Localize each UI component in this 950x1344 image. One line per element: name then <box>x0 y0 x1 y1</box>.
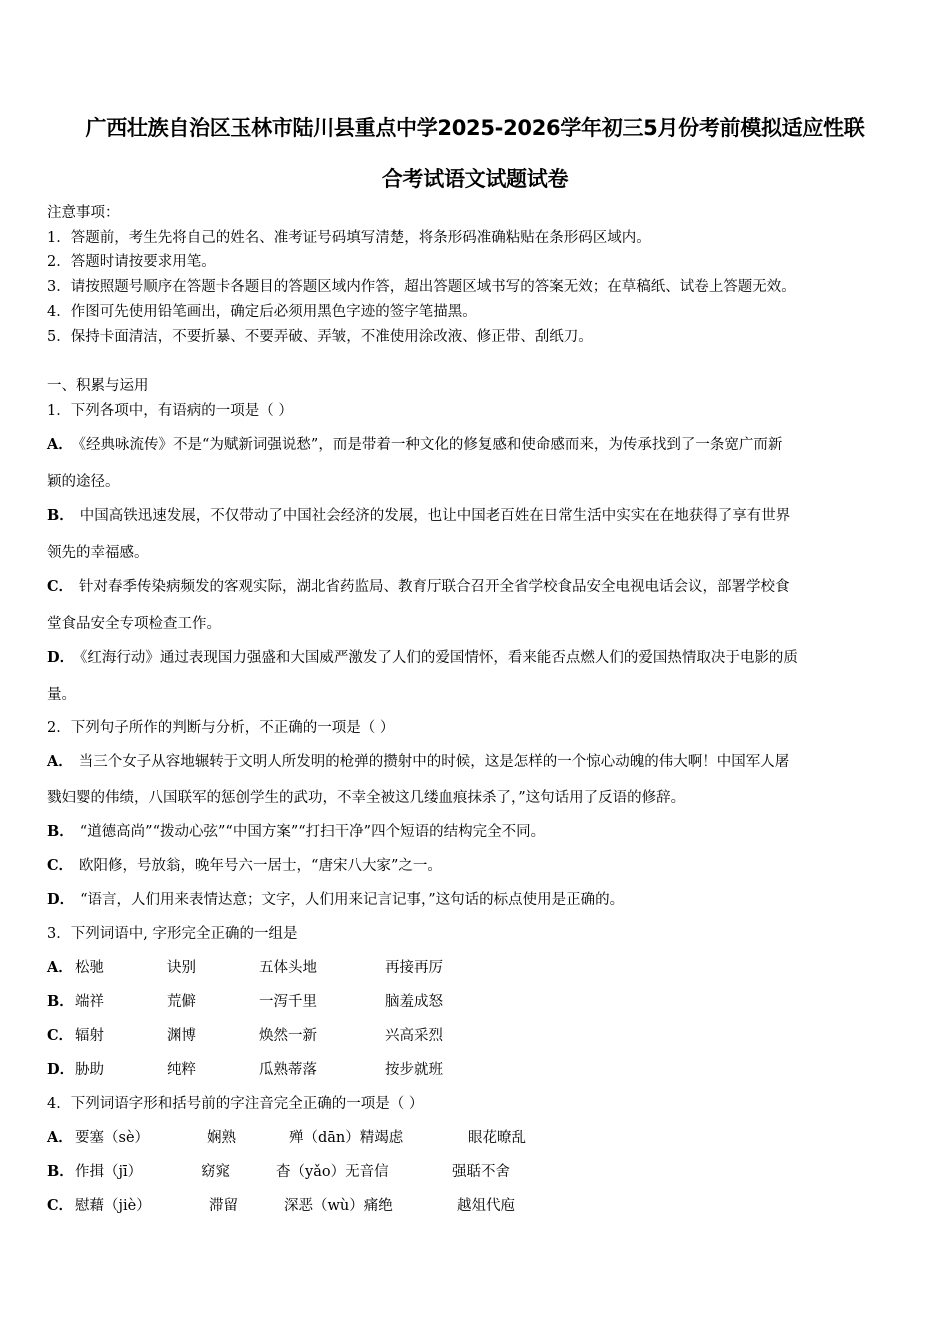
question-1-option-b: B． 中国高铁迅速发展，不仅带动了中国社会经济的发展，也让中国老百姓在日常生活中实实在在地获得了享有世界 <box>47 507 791 524</box>
question-2-option-b: B． “道德高尚”“拨动心弦”“中国方案”“打扫干净”四个短语的结构完全不同。 <box>47 823 546 840</box>
question-1-option-d: D． 《红海行动》通过表现国力强盛和大国威严激发了人们的爱国情怀，看来能否点燃人们的爱国热情取决于电影的质 <box>47 649 798 666</box>
word: 渊博 <box>167 1028 196 1044</box>
option-text: 中国高铁迅速发展，不仅带动了中国社会经济的发展，也让中国老百姓在日常生活中实实在在地获得了享有世界 <box>79 508 791 524</box>
option-label: A． <box>47 959 73 976</box>
word: 端祥 <box>75 994 104 1010</box>
question-1-option-a: A． 《经典咏流传》不是“为赋新词强说愁”，而是带着一种文化的修复感和使命感而来，为传承找到了一条宽广而新 <box>47 436 783 453</box>
word: 脑羞成怒 <box>385 994 443 1010</box>
question-1-option-c: C． 针对春季传染病频发的客观实际，湖北省药监局、教育厅联合召开全省学校食品安全电视电话会议，部署学校食 <box>47 578 790 595</box>
word: 要塞（sè） <box>75 1130 150 1146</box>
notice-heading: 注意事项： <box>47 205 120 221</box>
word: 兴高采烈 <box>385 1028 443 1044</box>
option-text: 针对春季传染病频发的客观实际，湖北省药监局、教育厅联合召开全省学校食品安全电视电话会议，部署学校食 <box>79 579 790 595</box>
word: 五体头地 <box>259 960 317 976</box>
word: 松驰 <box>75 960 104 976</box>
option-label: D． <box>47 1061 75 1078</box>
notice-item: 2．答题时请按要求用笔。 <box>47 254 216 270</box>
word: 胁助 <box>75 1062 104 1078</box>
question-1-option-b-cont: 领先的幸福感。 <box>47 545 149 561</box>
option-label: B． <box>47 993 74 1010</box>
question-2-option-a: A． 当三个女子从容地辗转于文明人所发明的枪弹的攒射中的时候，这是怎样的一个惊心动魄的伟大啊！中国军人屠 <box>47 753 790 770</box>
word: 殚（dān）精竭虑 <box>289 1130 404 1146</box>
word: 眼花暸乱 <box>468 1130 526 1146</box>
option-text: “语言，人们用来表情达意；文字，人们用来记言记事，”这句话的标点使用是正确的。 <box>80 892 625 908</box>
question-1-option-d-cont: 量。 <box>47 687 76 703</box>
section-heading: 一、积累与运用 <box>47 378 149 394</box>
word: 一泻千里 <box>259 994 317 1010</box>
option-text: 《经典咏流传》不是“为赋新词强说愁”，而是带着一种文化的修复感和使命感而来，为传承找到了一条宽广而新 <box>78 437 783 453</box>
word: 纯粹 <box>167 1062 196 1078</box>
question-2-option-c: C． 欧阳修，号放翁，晚年号六一居士，“唐宋八大家”之一。 <box>47 857 442 874</box>
exam-title-line-1: 广西壮族自治区玉林市陆川县重点中学2025-2026学年初三5月份考前模拟适应性联 <box>85 116 865 140</box>
question-2-option-d: D． “语言，人们用来表情达意；文字，人们用来记言记事，”这句话的标点使用是正确的。 <box>47 891 625 908</box>
option-text: 欧阳修，号放翁，晚年号六一居士，“唐宋八大家”之一。 <box>79 858 442 874</box>
word: 按步就班 <box>385 1062 443 1078</box>
option-label: C． <box>47 1027 74 1044</box>
notice-item: 3．请按照题号顺序在答题卡各题目的答题区域内作答，超出答题区域书写的答案无效；在草稿纸、试卷上答题无效。 <box>47 279 796 295</box>
word: 诀别 <box>167 960 196 976</box>
word: 辐射 <box>75 1028 104 1044</box>
option-label: A． <box>47 1129 73 1146</box>
word: 再接再厉 <box>385 960 443 976</box>
word: 窈窕 <box>201 1164 230 1180</box>
question-1-stem: 1．下列各项中，有语病的一项是（ ） <box>47 403 293 419</box>
question-4-stem: 4．下列词语字形和括号前的字注音完全正确的一项是（ ） <box>47 1096 424 1112</box>
question-2-option-a-cont: 戮妇婴的伟绩，八国联军的惩创学生的武功，不幸全被这几缕血痕抹杀了，”这句话用了反语的修辞。 <box>47 790 686 806</box>
word: 焕然一新 <box>259 1028 317 1044</box>
word: 娴熟 <box>207 1130 236 1146</box>
notice-item: 4．作图可先使用铅笔画出，确定后必须用黑色字迹的签字笔描黑。 <box>47 304 477 320</box>
option-text: 当三个女子从容地辗转于文明人所发明的枪弹的攒射中的时候，这是怎样的一个惊心动魄的伟大啊！中国军人屠 <box>78 754 790 770</box>
word: 滞留 <box>209 1198 238 1214</box>
notice-item: 1．答题前，考生先将自己的姓名、准考证号码填写清楚，将条形码准确粘贴在条形码区域内。 <box>47 230 651 246</box>
word: 作揖（jī） <box>75 1164 143 1180</box>
word: 慰藉（jiè） <box>75 1198 151 1214</box>
word: 荒僻 <box>167 994 196 1010</box>
option-label: B． <box>47 1163 74 1180</box>
option-text: 《红海行动》通过表现国力强盛和大国威严激发了人们的爱国情怀，看来能否点燃人们的爱国热情取决于电影的质 <box>80 650 798 666</box>
word: 深恶（wù）痛绝 <box>284 1198 393 1214</box>
notice-item: 5．保持卡面清洁，不要折暴、不要弄破、弄皱，不准使用涂改液、修正带、刮纸刀。 <box>47 329 593 345</box>
word: 杳（yǎo）无音信 <box>276 1164 389 1180</box>
option-text: “道德高尚”“拨动心弦”“中国方案”“打扫干净”四个短语的结构完全不同。 <box>79 824 546 840</box>
word: 越俎代庖 <box>457 1198 515 1214</box>
question-1-option-a-cont: 颖的途径。 <box>47 474 120 490</box>
question-3-stem: 3．下列词语中, 字形完全正确的一组是 <box>47 926 298 942</box>
word: 强聒不舍 <box>452 1164 510 1180</box>
question-2-stem: 2．下列句子所作的判断与分析，不正确的一项是（ ） <box>47 720 395 736</box>
word: 瓜熟蒂落 <box>259 1062 317 1078</box>
question-1-option-c-cont: 堂食品安全专项检查工作。 <box>47 616 221 632</box>
option-label: C． <box>47 1197 74 1214</box>
exam-title-line-2: 合考试语文试题试卷 <box>381 167 569 191</box>
